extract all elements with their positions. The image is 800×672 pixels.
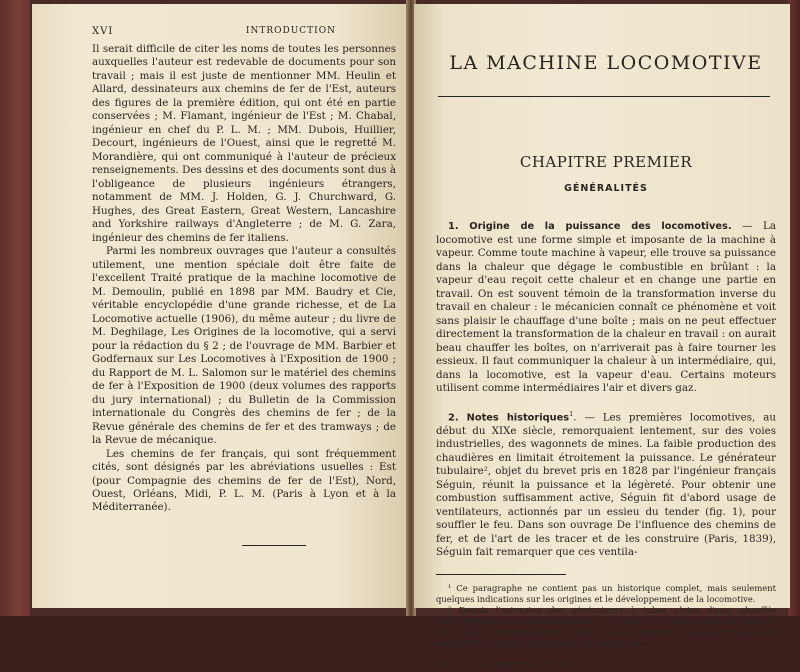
section-1 xyxy=(436,220,776,396)
left-page xyxy=(32,4,408,608)
left-body-text xyxy=(92,43,396,515)
footnote-2: ² Depuis l'extension des générateurs à tubes pleins d'eau, chauffés extérieurement, l'expression chaudière tubulaire est devenue ambiguë, et il est préférable de dire chaudière à tubes d'eau et chaudière à tubes de fumée, cette dernière expression s'appliquant aux locomotives. xyxy=(436,604,776,649)
title-rule xyxy=(438,96,770,97)
left-page-number: XVI xyxy=(92,26,114,37)
right-body-text xyxy=(436,220,776,560)
footnote-ref-1: 1 xyxy=(569,409,574,418)
left-paragraph-3: Les chemins de fer français, qui sont fréquemment cités, sont désignés par les abréviations usuelles : Est (pour Compagnie des chemins de fer de l'Est), Nord, Ouest, Orléans, Midi, P. L. M. (Paris à Lyon et à la Méditerranée). xyxy=(92,447,396,514)
left-paragraph-2: Parmi les nombreux ouvrages que l'auteur a consultés utilement, une mention spéciale doit être faite de l'excellent Traité pratique de la machine locomotive de M. Demoulin, publié en 1898 par MM. Baudry et Cie, véritable encyclopédie d'une grande richesse, et de La Locomotive actuelle (1906), du même auteur ; du livre de M. Deghilage, Les Origines de la locomotive, qui a servi pour la rédaction du § 2 ; de l'ouvrage de MM. Barbier et Godfernaux sur Les Locomotives à l'Exposition de 1900 ; du Rapport de M. L. Salomon sur le matériel des chemins de fer à l'Exposition de 1900 (deux volumes des rapports du jury international) ; du Bulletin de la Commission internationale du Congrès des chemins de fer ; de la Revue générale des chemins de fer et des tramways ; de la Revue de mécanique. xyxy=(92,245,396,447)
signature-title: MACHINE LOCOMOTIVE. xyxy=(440,661,570,672)
chapter-subtitle: GÉNÉRALITÉS xyxy=(564,183,648,194)
left-running-title: INTRODUCTION xyxy=(245,26,336,36)
section-2 xyxy=(436,410,776,560)
signature-number: 1 xyxy=(760,661,768,672)
chapter-title: CHAPITRE PREMIER xyxy=(519,153,693,171)
section-2-heading: 2. Notes historiques xyxy=(448,412,570,424)
left-paragraph-1: Il serait difficile de citer les noms de toutes les personnes auxquelles l'auteur est redevable de documents pour son travail ; mais il est juste de mentionner MM. Heulin et Allard, dessinateurs aux chemins de fer de l'Est, auteurs des figures de la première édition, qui ont été en partie conservées ; M. Flamant, ingénieur de l'Est ; M. Chabal, ingénieur en chef du P. L. M. ; MM. Dubois, Huillier, Decourt, ingénieurs de l'Ouest, ainsi que le regretté M. Morandière, qui ont communiqué à l'auteur de précieux renseignements. Des dessins et des documents sont dus à l'obligeance de plusieurs ingénieurs étrangers, notamment de MM. J. Holden, G. J. Churchward, G. Hughes, des Great Eastern, Great Western, Lancashire and Yorkshire railways d'Angleterre ; de M. G. Zara, ingénieur des chemins de fer italiens. xyxy=(92,43,396,244)
book-title: LA MACHINE LOCOMOTIVE xyxy=(449,52,763,74)
right-page xyxy=(414,4,790,672)
left-running-head xyxy=(92,26,396,37)
section-1-text: — La locomotive est une forme simple et imposante de la machine à vapeur. Comme toute machine à vapeur, elle trouve sa puissance dans la chaleur que dégage le combustible en brûlant : la vapeur d'eau reçoit cette chaleur et en change une partie en travail. On est souvent témoin de la transformation inverse du travail en chaleur : le mécanicien connaît ce phénomène et voit sans plaisir le chauffage d'une boîte ; mais on ne peut effectuer directement la transformation de la chaleur en travail : on aurait beau chauffer les boîtes, on n'arriverait pas à faire tourner les essieux. Il faut communiquer la chaleur à un intermédiaire, qui, dans la locomotive, est la vapeur d'eau. Certains moteurs utilisent comme intermédiaires l'air et divers gaz. xyxy=(436,220,776,395)
footnote-separator xyxy=(436,574,566,575)
end-rule xyxy=(242,545,306,546)
footnotes xyxy=(436,583,776,650)
section-2-text: . — Les premières locomotives, au début du XIXe siècle, remorquaient lentement, sur des voies industrielles, des wagonnets de mines. La faible production des chaudières en limitait étroitement la puissance. Le générateur tubulaire², objet du brevet pris en 1828 par l'ingénieur français Séguin, réunit la puissance et la légèreté. Pour obtenir une combustion suffisamment active, Séguin fit d'abord usage de ventilateurs, actionnés par un essieu du tender (fig. 1), pour souffler le feu. Dans son ouvrage De l'influence des chemins de fer, et de l'art de les tracer et de les construire (Paris, 1839), Séguin fait remarquer que ces ventila- xyxy=(436,411,776,559)
right-page-footer xyxy=(436,661,776,672)
section-1-heading: 1. Origine de la puissance des locomotives. xyxy=(448,221,732,232)
book-cover-left-edge xyxy=(0,0,30,616)
footnote-1: ¹ Ce paragraphe ne contient pas un historique complet, mais seulement quelques indications sur les origines et le développement de la locomotive. xyxy=(436,582,776,604)
